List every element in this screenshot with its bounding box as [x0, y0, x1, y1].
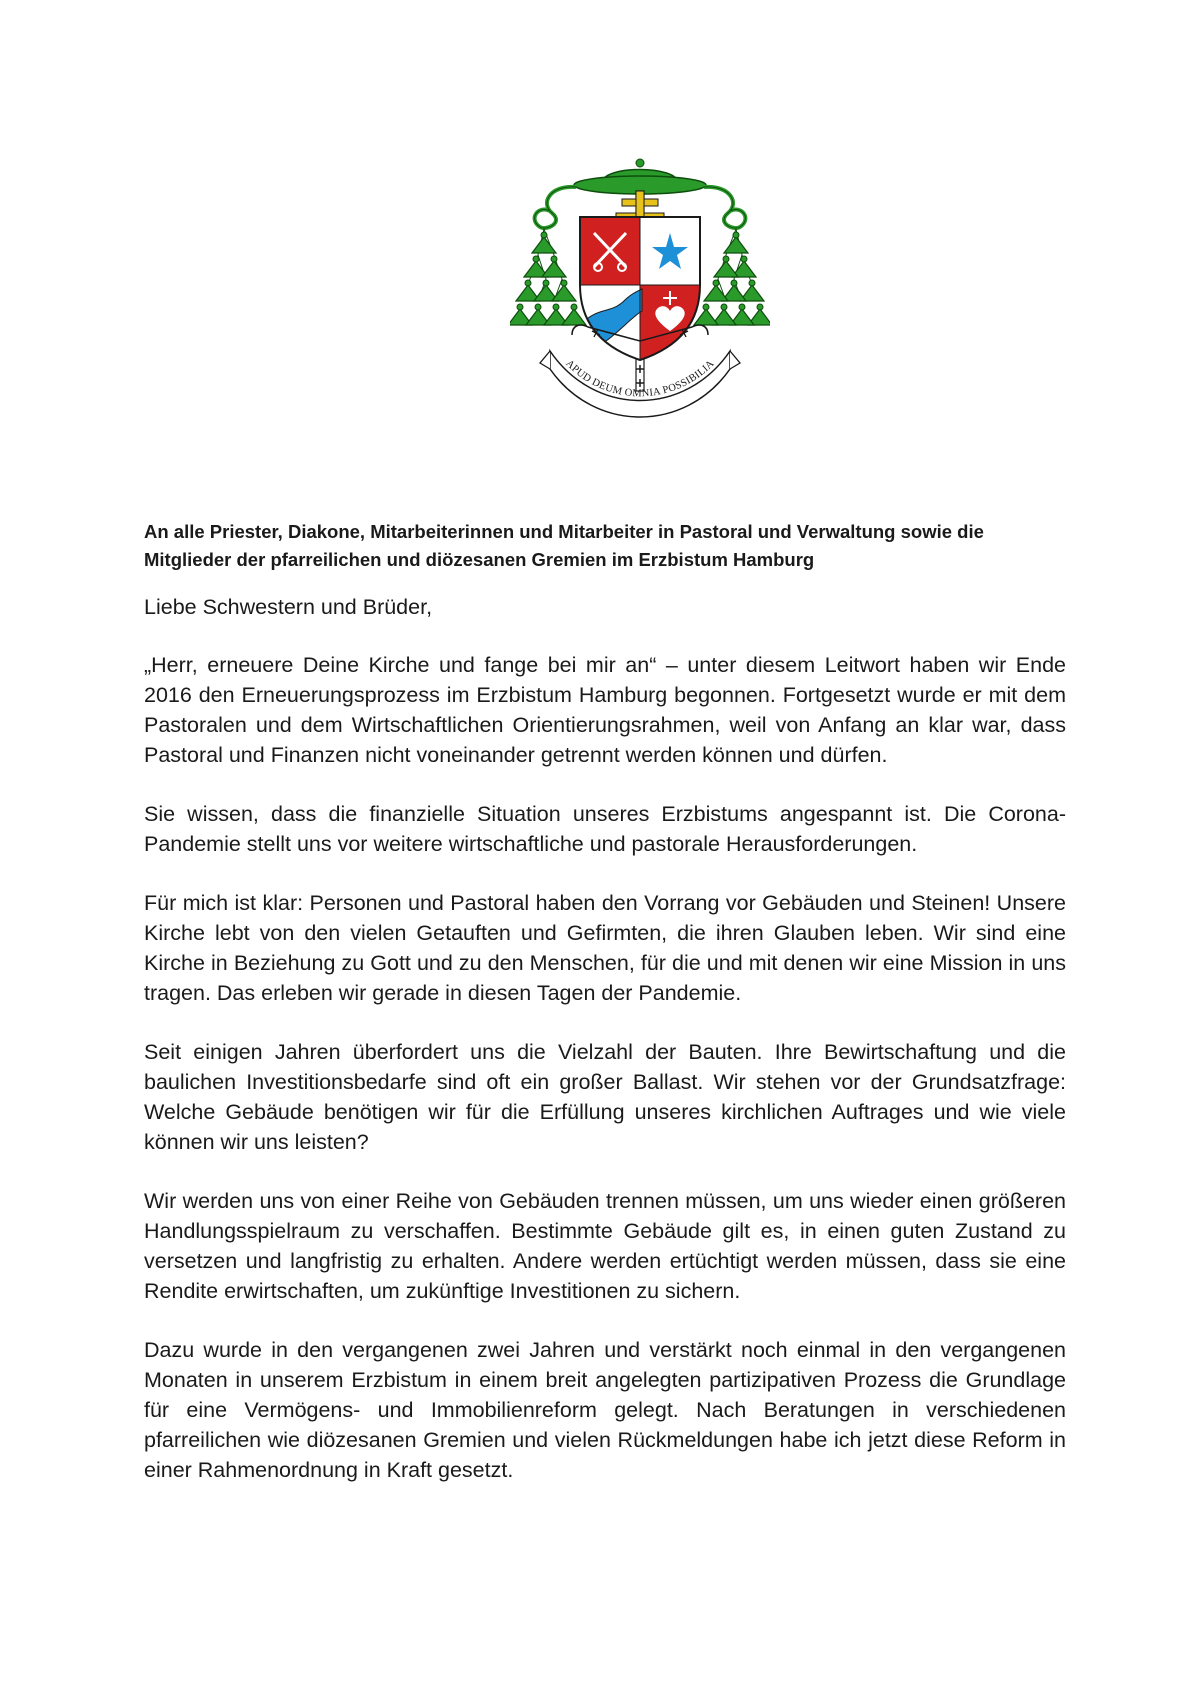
letter-paragraph-6: Dazu wurde in den vergangenen zwei Jahren und verstärkt noch einmal in den vergangenen Monaten in unserem Erzbistum in einem breit angelegten partizipativen Prozess die Grundlage für eine Vermögens- und Immobilienreform gelegt. Nach Beratungen in verschiedenen pfarreilichen wie diözesanen Gremien und vielen Rückmeldungen habe ich jetzt diese Reform in einer Rahmenordnung in Kraft gesetzt.	[144, 1338, 1066, 1482]
letter-paragraph-1: „Herr, erneuere Deine Kirche und fange bei mir an“ – unter diesem Leitwort haben wir Ende 2016 den Erneuerungsprozess im Erzbistum Hamburg begonnen. Fortgesetzt wurde er mit dem Pastoralen und dem Wirtschaftlichen Orientierungsrahmen, weil von Anfang an klar war, dass Pastoral und Finanzen nicht voneinander getrennt werden können und dürfen.	[144, 653, 1066, 767]
coat-of-arms	[510, 155, 770, 420]
letter-paragraph-5: Wir werden uns von einer Reihe von Gebäuden trennen müssen, um uns wieder einen größeren Handlungsspielraum zu verschaffen. Bestimmte Gebäude gilt es, in einen guten Zustand zu versetzen und langfristig zu erhalten. Andere werden ertüchtigt werden müssen, dass sie eine Rendite erwirtschaften, um zukünftige Investitionen zu sichern.	[144, 1189, 1066, 1303]
letter-body	[144, 518, 1066, 1514]
letter-greeting: Liebe Schwestern und Brüder,	[144, 595, 433, 619]
letter-paragraph-4: Seit einigen Jahren überfordert uns die Vielzahl der Bauten. Ihre Bewirtschaftung und die baulichen Investitionsbedarfe sind oft ein großer Ballast. Wir stehen vor der Grundsatzfrage: Welche Gebäude benötigen wir für die Erfüllung unseres kirchlichen Auftrages und wie viele können wir uns leisten?	[144, 1040, 1066, 1154]
coat-of-arms-icon	[510, 155, 770, 420]
letter-paragraph-2: Sie wissen, dass die finanzielle Situation unseres Erzbistums angespannt ist. Die Corona-Pandemie stellt uns vor weitere wirtschaftliche und pastorale Herausforderungen.	[144, 802, 1066, 856]
letter-addressee: An alle Priester, Diakone, Mitarbeiterinnen und Mitarbeiter in Pastoral und Verwaltung sowie die Mitglieder der pfarreilichen und diözesanen Gremien im Erzbistum Hamburg	[144, 521, 984, 570]
letter-paragraph-3: Für mich ist klar: Personen und Pastoral haben den Vorrang vor Gebäuden und Steinen! Unsere Kirche lebt von den vielen Getauften und Gefirmten, die ihren Glauben leben. Wir sind eine Kirche in Beziehung zu Gott und zu den Menschen, für die und mit denen wir eine Mission in uns tragen. Das erleben wir gerade in diesen Tagen der Pandemie.	[144, 891, 1066, 1005]
crest-motto: APUD DEUM OMNIA POSSIBILIA	[563, 358, 717, 400]
